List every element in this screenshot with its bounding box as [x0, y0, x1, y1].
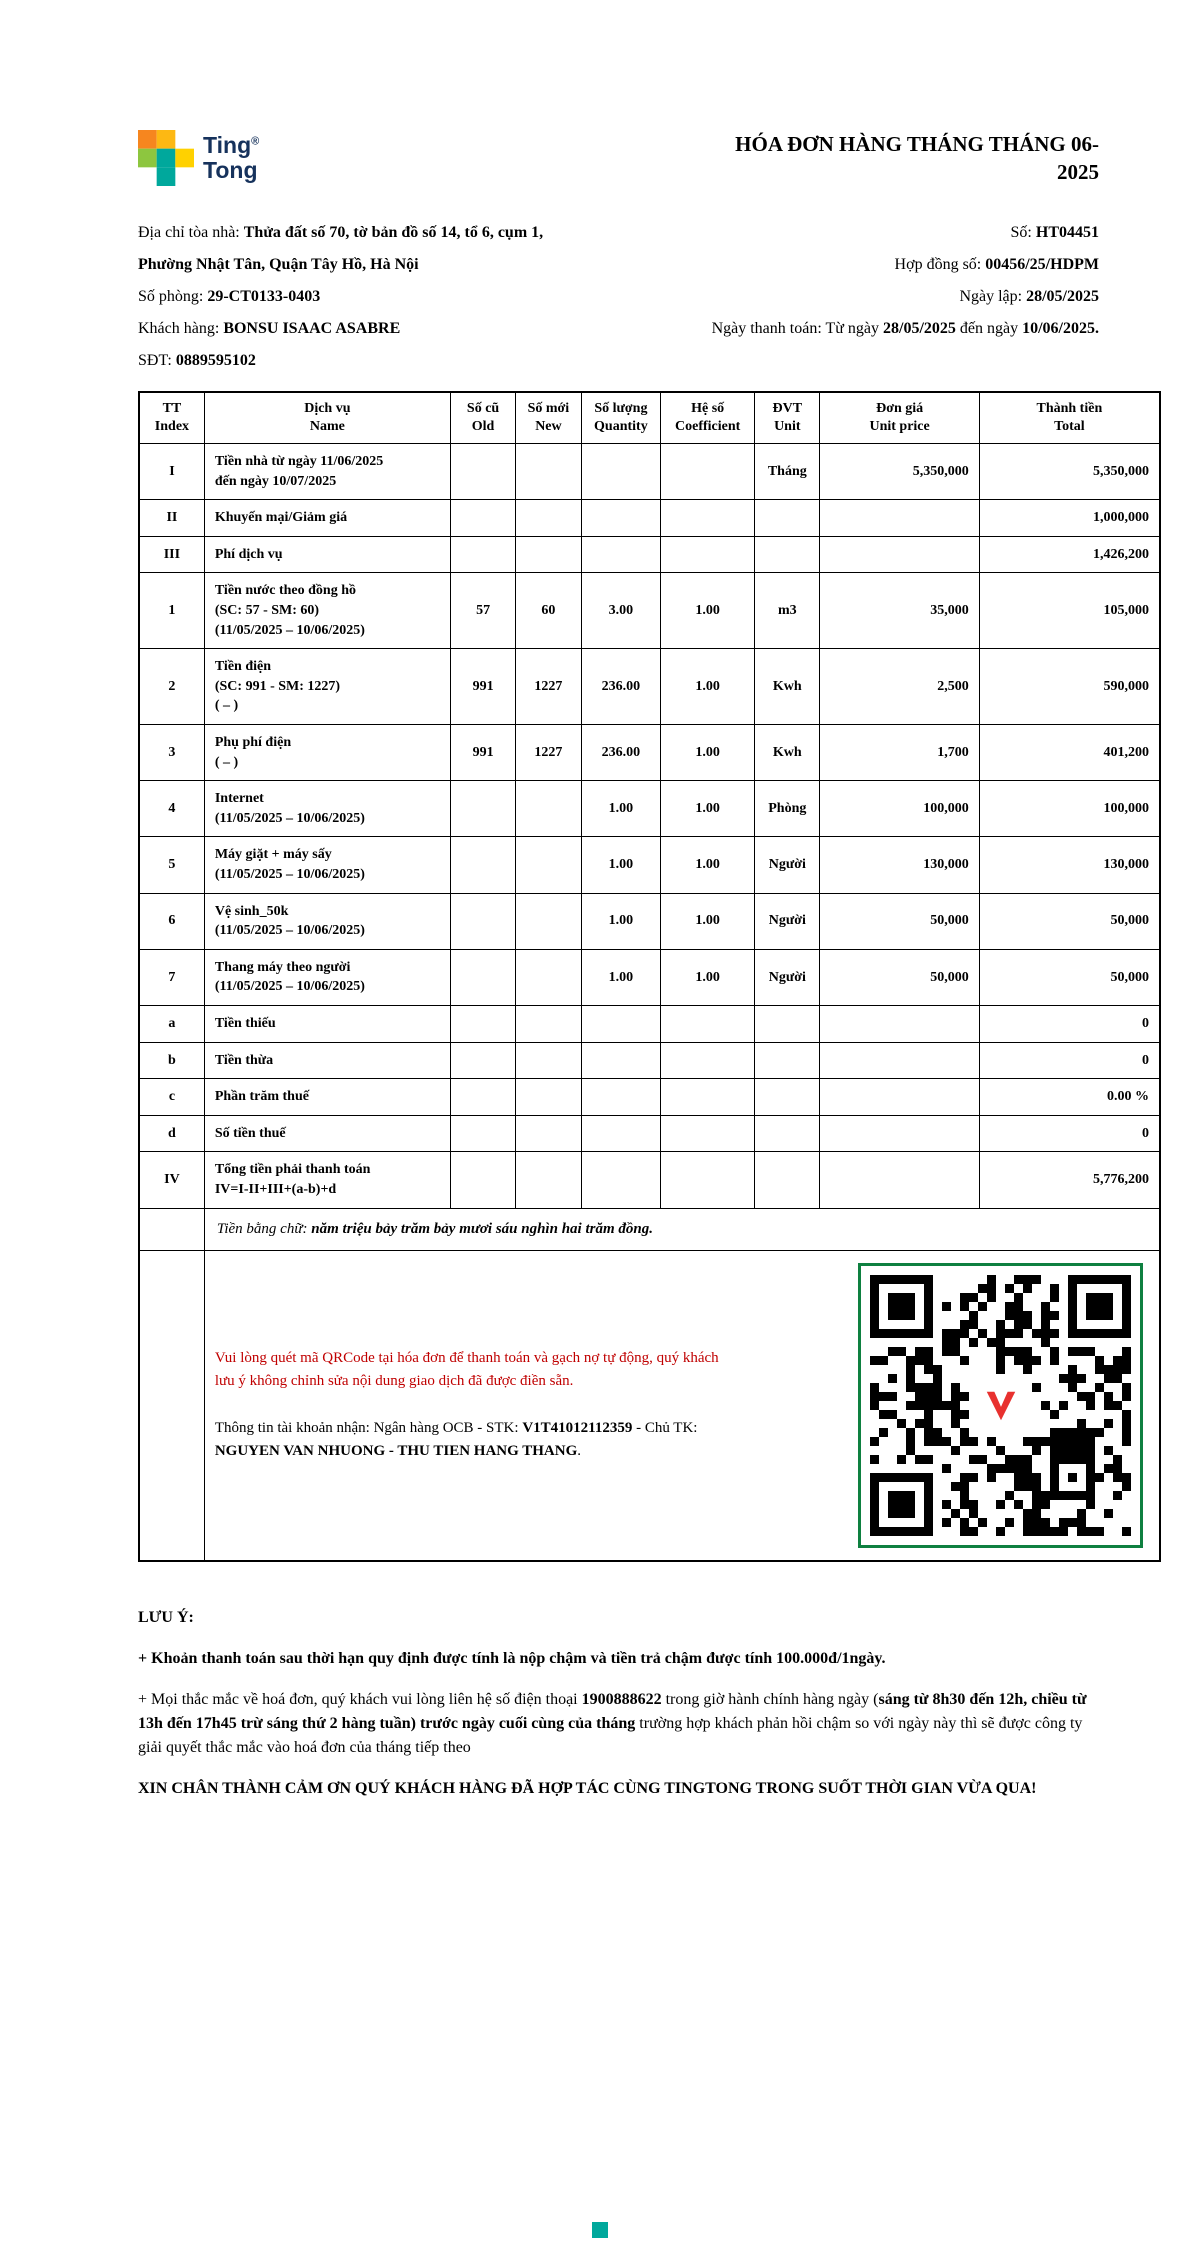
- cell-unit: Kwh: [755, 725, 820, 781]
- cell-qty: [581, 1152, 661, 1208]
- info-line: [138, 281, 676, 313]
- text-segment: trước ngày cuối cùng của tháng: [419, 1714, 636, 1732]
- cell-qty: 1.00: [581, 781, 661, 837]
- text-segment: + Mọi thắc mắc về hoá đơn, quý khách vui lòng liên hệ số điện thoại: [138, 1690, 582, 1708]
- cell-index: [139, 1208, 204, 1250]
- amount-in-words: [204, 1208, 1160, 1250]
- table-header-row: [139, 392, 1160, 444]
- cell-index: a: [139, 1005, 204, 1042]
- text-segment: 00456/25/HDPM: [985, 255, 1099, 273]
- text-segment: sáng từ 8h30 đến 12h, chiều từ 13h đến 17h45 trừ sáng thứ 2 hàng tuần): [138, 1690, 1087, 1732]
- column-header: TT Index: [139, 392, 204, 444]
- cell-new: [516, 837, 581, 893]
- text-segment: 28/05/2025: [883, 319, 956, 337]
- header: [138, 130, 1161, 187]
- cell-coef: [661, 500, 755, 537]
- cell-name: Thang máy theo người (11/05/2025 – 10/06/2025): [204, 949, 450, 1005]
- text-segment: Phường Nhật Tân, Quận Tây Hồ, Hà Nội: [138, 255, 419, 273]
- cell-old: [450, 1115, 515, 1152]
- text-segment: - Chủ TK:: [632, 1420, 698, 1436]
- cell-index: 2: [139, 649, 204, 725]
- info-line: [138, 217, 676, 249]
- cell-price: 130,000: [820, 837, 979, 893]
- cell-name: Khuyến mại/Giảm giá: [204, 500, 450, 537]
- cell-coef: 1.00: [661, 837, 755, 893]
- cell-unit: m3: [755, 573, 820, 649]
- cell-unit: [755, 1042, 820, 1079]
- cell-total: 0: [979, 1005, 1160, 1042]
- cell-old: [450, 837, 515, 893]
- qr-section: [204, 1250, 1160, 1561]
- cell-new: [516, 949, 581, 1005]
- info-line: [138, 249, 676, 281]
- cell-coef: [661, 1079, 755, 1116]
- text-segment: Tiền bằng chữ:: [216, 1220, 312, 1237]
- cell-price: 35,000: [820, 573, 979, 649]
- cell-old: 57: [450, 573, 515, 649]
- cell-index: 5: [139, 837, 204, 893]
- table-row: [139, 444, 1160, 500]
- text-segment: trong giờ hành chính hàng ngày (: [661, 1690, 879, 1708]
- cell-index: III: [139, 536, 204, 573]
- column-header: Số mới New: [516, 392, 581, 444]
- cell-name: Vệ sinh_50k (11/05/2025 – 10/06/2025): [204, 893, 450, 949]
- footer-mark: [592, 2222, 608, 2238]
- cell-new: [516, 893, 581, 949]
- cell-total: 0.00 %: [979, 1079, 1160, 1116]
- cell-new: 1227: [516, 725, 581, 781]
- cell-total: 50,000: [979, 949, 1160, 1005]
- cell-new: [516, 1079, 581, 1116]
- cell-name: Tiền thiếu: [204, 1005, 450, 1042]
- cell-qty: 236.00: [581, 649, 661, 725]
- table-row: [139, 1042, 1160, 1079]
- text-segment: 0889595102: [175, 351, 256, 369]
- column-header: Đơn giá Unit price: [820, 392, 979, 444]
- text-segment: Địa chỉ tòa nhà:: [138, 223, 244, 241]
- column-header: Số lượng Quantity: [581, 392, 661, 444]
- info-line: [138, 345, 676, 377]
- table-row: [139, 949, 1160, 1005]
- cell-index: II: [139, 500, 204, 537]
- cell-name: Tiền nước theo đồng hồ (SC: 57 - SM: 60) (11/05/2025 – 10/06/2025): [204, 573, 450, 649]
- cell-name: Tổng tiền phải thanh toán IV=I-II+III+(a-b)+d: [204, 1152, 450, 1208]
- registered-mark: ®: [251, 135, 260, 148]
- text-segment: HT04451: [1035, 223, 1099, 241]
- cell-new: [516, 500, 581, 537]
- table-row: [139, 573, 1160, 649]
- cell-index: c: [139, 1079, 204, 1116]
- cell-name: Số tiền thuế: [204, 1115, 450, 1152]
- logo-ting: Ting: [203, 132, 252, 159]
- cell-total: 100,000: [979, 781, 1160, 837]
- cell-name: Phụ phí điện ( – ): [204, 725, 450, 781]
- cell-qty: [581, 444, 661, 500]
- table-row: [139, 725, 1160, 781]
- cell-total: 50,000: [979, 893, 1160, 949]
- text-segment: 28/05/2025: [1026, 287, 1099, 305]
- cell-unit: [755, 1079, 820, 1116]
- notes-section: [138, 1606, 1161, 1801]
- table-row: [139, 649, 1160, 725]
- cell-unit: [755, 500, 820, 537]
- cell-index: 6: [139, 893, 204, 949]
- text-segment: năm triệu bảy trăm bảy mươi sáu nghìn hai trăm đồng.: [311, 1220, 653, 1237]
- text-segment: NGUYEN VAN NHUONG - THU TIEN HANG THANG: [214, 1443, 578, 1460]
- text-segment: Thửa đất số 70, tờ bản đồ số 14, tổ 6, cụm 1,: [243, 223, 544, 241]
- cell-old: [450, 536, 515, 573]
- cell-name: Tiền thừa: [204, 1042, 450, 1079]
- cell-price: [820, 1042, 979, 1079]
- cell-total: 130,000: [979, 837, 1160, 893]
- qr-row: [139, 1250, 1160, 1561]
- cell-qty: [581, 1042, 661, 1079]
- cell-qty: 1.00: [581, 837, 661, 893]
- table-row: [139, 893, 1160, 949]
- page-title-line1: HÓA ĐƠN HÀNG THÁNG THÁNG 06-: [735, 132, 1099, 156]
- text-segment: BONSU ISAAC ASABRE: [223, 319, 401, 337]
- cell-total: 5,776,200: [979, 1152, 1160, 1208]
- cell-unit: [755, 1115, 820, 1152]
- cell-total: 401,200: [979, 725, 1160, 781]
- cell-new: 1227: [516, 649, 581, 725]
- text-segment: V1T41012112359: [522, 1420, 633, 1436]
- cell-total: 1,000,000: [979, 500, 1160, 537]
- invoice-info: [138, 217, 1161, 377]
- cell-index: 7: [139, 949, 204, 1005]
- cell-qty: [581, 500, 661, 537]
- cell-price: [820, 1079, 979, 1116]
- cell-name: Máy giặt + máy sấy (11/05/2025 – 10/06/2025): [204, 837, 450, 893]
- cell-price: [820, 1115, 979, 1152]
- column-header: Số cũ Old: [450, 392, 515, 444]
- cell-unit: Phòng: [755, 781, 820, 837]
- info-line: [676, 249, 1099, 281]
- cell-coef: 1.00: [661, 893, 755, 949]
- note-late-payment: + Khoản thanh toán sau thời hạn quy định được tính là nộp chậm và tiền trả chậm được tính 100.000đ/1ngày.: [138, 1649, 886, 1667]
- cell-qty: 3.00: [581, 573, 661, 649]
- tingtong-logo-icon: [138, 130, 194, 186]
- cell-old: [450, 781, 515, 837]
- column-header: Thành tiền Total: [979, 392, 1160, 444]
- cell-index: 4: [139, 781, 204, 837]
- cell-unit: [755, 1005, 820, 1042]
- qr-warning-text: Vui lòng quét mã QRCode tại hóa đơn để thanh toán và gạch nợ tự động, quý khách lưu ý không chỉnh sửa nội dung giao dịch đã được điền sẵn.: [214, 1349, 719, 1389]
- cell-old: [450, 893, 515, 949]
- cell-name: Internet (11/05/2025 – 10/06/2025): [204, 781, 450, 837]
- cell-old: [450, 949, 515, 1005]
- cell-coef: [661, 1115, 755, 1152]
- cell-price: 1,700: [820, 725, 979, 781]
- cell-coef: [661, 1152, 755, 1208]
- cell-coef: [661, 536, 755, 573]
- cell-new: [516, 1152, 581, 1208]
- table-row: [139, 536, 1160, 573]
- cell-price: [820, 1152, 979, 1208]
- tingtong-logo: [138, 130, 259, 186]
- cell-new: 60: [516, 573, 581, 649]
- cell-unit: Kwh: [755, 649, 820, 725]
- text-segment: Ngày thanh toán: Từ ngày: [711, 319, 884, 337]
- cell-coef: [661, 444, 755, 500]
- qr-instructions: [215, 1347, 735, 1464]
- text-segment: 1900888622: [581, 1690, 662, 1708]
- cell-total: 0: [979, 1042, 1160, 1079]
- cell-old: [450, 444, 515, 500]
- cell-name: Phần trăm thuế: [204, 1079, 450, 1116]
- cell-old: 991: [450, 725, 515, 781]
- cell-index: b: [139, 1042, 204, 1079]
- cell-index: I: [139, 444, 204, 500]
- amount-in-words-row: [139, 1208, 1160, 1250]
- cell-unit: [755, 536, 820, 573]
- cell-old: 991: [450, 649, 515, 725]
- cell-total: 590,000: [979, 649, 1160, 725]
- cell-old: [450, 1079, 515, 1116]
- cell-old: [450, 1005, 515, 1042]
- cell-old: [450, 500, 515, 537]
- cell-price: 50,000: [820, 949, 979, 1005]
- logo-text: [203, 133, 259, 183]
- cell-index: d: [139, 1115, 204, 1152]
- text-segment: Ngày lập:: [959, 287, 1027, 305]
- text-segment: Hợp đồng số:: [894, 255, 986, 273]
- red-v-icon: [982, 1386, 1020, 1424]
- text-segment: Số:: [1010, 223, 1036, 241]
- table-row: [139, 500, 1160, 537]
- text-segment: Số phòng:: [138, 287, 208, 305]
- column-header: Dịch vụ Name: [204, 392, 450, 444]
- info-right-column: [676, 217, 1099, 377]
- cell-name: Tiền nhà từ ngày 11/06/2025 đến ngày 10/07/2025: [204, 444, 450, 500]
- cell-index: 3: [139, 725, 204, 781]
- cell-unit: Tháng: [755, 444, 820, 500]
- cell-coef: 1.00: [661, 781, 755, 837]
- page-title: [659, 130, 1099, 187]
- cell-unit: Người: [755, 893, 820, 949]
- cell-qty: 236.00: [581, 725, 661, 781]
- info-left-column: [138, 217, 676, 377]
- table-row: [139, 1152, 1160, 1208]
- text-segment: .: [577, 1443, 582, 1460]
- cell-coef: [661, 1042, 755, 1079]
- cell-coef: 1.00: [661, 949, 755, 1005]
- invoice-table: [138, 391, 1161, 1562]
- text-segment: trường hợp khách phản hồi chậm so với ngày này thì sẽ được công ty giải quyết thắc mắc vào hoá đơn của tháng tiếp theo: [138, 1714, 1083, 1756]
- cell-name: Tiền điện (SC: 991 - SM: 1227) ( – ): [204, 649, 450, 725]
- cell-unit: Người: [755, 949, 820, 1005]
- column-header: Hệ số Coefficient: [661, 392, 755, 444]
- cell-unit: [755, 1152, 820, 1208]
- cell-coef: 1.00: [661, 649, 755, 725]
- cell-new: [516, 1115, 581, 1152]
- cell-price: [820, 500, 979, 537]
- cell-old: [450, 1042, 515, 1079]
- text-segment: SĐT:: [138, 351, 176, 369]
- cell-total: 105,000: [979, 573, 1160, 649]
- cell-price: [820, 536, 979, 573]
- cell-price: 50,000: [820, 893, 979, 949]
- table-row: [139, 837, 1160, 893]
- cell-index: [139, 1250, 204, 1561]
- cell-name: Phí dịch vụ: [204, 536, 450, 573]
- cell-new: [516, 781, 581, 837]
- text-segment: 29-CT0133-0403: [207, 287, 321, 305]
- notes-heading: LƯU Ý:: [138, 1608, 194, 1626]
- cell-unit: Người: [755, 837, 820, 893]
- text-segment: đến ngày: [955, 319, 1023, 337]
- cell-coef: 1.00: [661, 725, 755, 781]
- cell-old: [450, 1152, 515, 1208]
- table-row: [139, 781, 1160, 837]
- info-line: [676, 281, 1099, 313]
- table-row: [139, 1005, 1160, 1042]
- table-row: [139, 1079, 1160, 1116]
- cell-new: [516, 536, 581, 573]
- info-line: [676, 313, 1099, 345]
- info-line: [138, 313, 676, 345]
- qr-code: [858, 1263, 1143, 1548]
- note-hotline: [138, 1688, 1099, 1760]
- cell-new: [516, 1005, 581, 1042]
- page-title-line2: 2025: [1057, 160, 1099, 185]
- logo-tong: Tong: [203, 157, 258, 183]
- cell-qty: [581, 1005, 661, 1042]
- table-row: [139, 1115, 1160, 1152]
- cell-new: [516, 1042, 581, 1079]
- cell-index: 1: [139, 573, 204, 649]
- cell-coef: 1.00: [661, 573, 755, 649]
- cell-new: [516, 444, 581, 500]
- qr-account-text: [215, 1417, 735, 1464]
- cell-total: 1,426,200: [979, 536, 1160, 573]
- column-header: ĐVT Unit: [755, 392, 820, 444]
- cell-price: [820, 1005, 979, 1042]
- cell-qty: 1.00: [581, 893, 661, 949]
- cell-qty: [581, 536, 661, 573]
- cell-price: 2,500: [820, 649, 979, 725]
- cell-price: 100,000: [820, 781, 979, 837]
- text-segment: Thông tin tài khoản nhận: Ngân hàng OCB - STK:: [214, 1420, 523, 1436]
- cell-qty: 1.00: [581, 949, 661, 1005]
- cell-total: 0: [979, 1115, 1160, 1152]
- cell-total: 5,350,000: [979, 444, 1160, 500]
- cell-index: IV: [139, 1152, 204, 1208]
- text-segment: Khách hàng:: [138, 319, 224, 337]
- cell-price: 5,350,000: [820, 444, 979, 500]
- cell-qty: [581, 1079, 661, 1116]
- info-line: [676, 217, 1099, 249]
- text-segment: 10/06/2025.: [1022, 319, 1099, 337]
- closing-thanks: XIN CHÂN THÀNH CẢM ƠN QUÝ KHÁCH HÀNG ĐÃ HỢP TÁC CÙNG TINGTONG TRONG SUỐT THỜI GIAN VỪA QUA!: [138, 1779, 1037, 1797]
- qr-center-logo: [973, 1377, 1029, 1433]
- cell-coef: [661, 1005, 755, 1042]
- cell-qty: [581, 1115, 661, 1152]
